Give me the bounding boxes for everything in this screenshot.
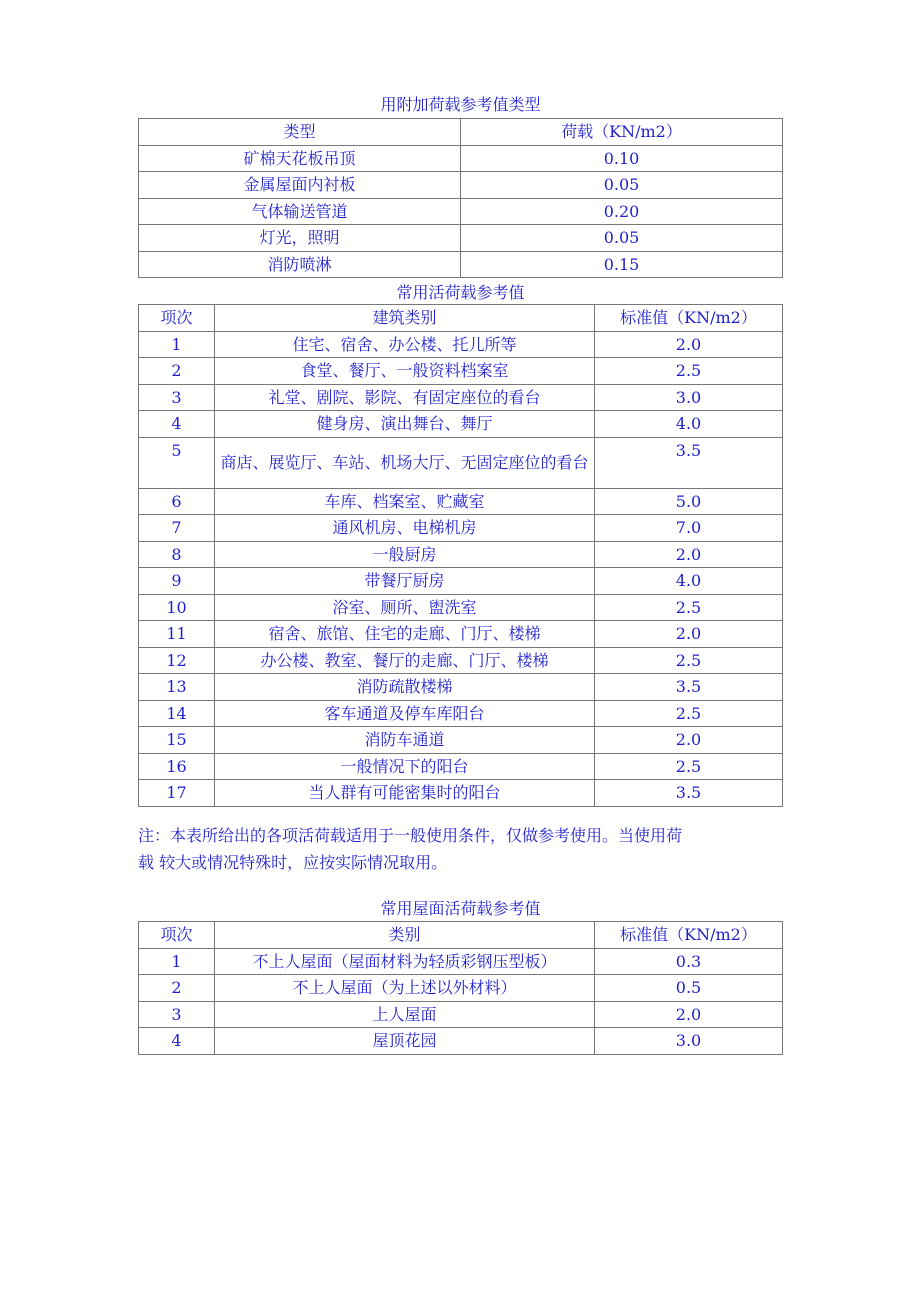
cell: 0.10 — [461, 145, 783, 172]
cell: 6 — [139, 488, 215, 515]
cell: 2.5 — [595, 753, 783, 780]
cell: 3 — [139, 1001, 215, 1028]
cell: 当人群有可能密集时的阳台 — [215, 780, 595, 807]
cell: 带餐厅厨房 — [215, 568, 595, 595]
cell: 类别 — [215, 922, 595, 949]
header-row — [139, 305, 783, 332]
table-row — [139, 727, 783, 754]
table1-title: 用附加荷载参考值类型 — [380, 95, 541, 114]
cell: 3.5 — [595, 780, 783, 807]
cell: 2.5 — [595, 358, 783, 385]
table-row — [139, 975, 783, 1002]
cell: 2.5 — [595, 647, 783, 674]
cell: 13 — [139, 674, 215, 701]
cell: 0.05 — [461, 225, 783, 252]
header-row — [139, 922, 783, 949]
cell: 住宅、宿舍、办公楼、托儿所等 — [215, 331, 595, 358]
cell: 0.20 — [461, 198, 783, 225]
roof-live-load-table — [138, 921, 783, 1055]
table-row — [139, 647, 783, 674]
cell: 消防车通道 — [215, 727, 595, 754]
cell: 宿舍、旅馆、住宅的走廊、门厅、楼梯 — [215, 621, 595, 648]
table-row — [139, 251, 783, 278]
table-row — [139, 358, 783, 385]
cell: 食堂、餐厅、一般资料档案室 — [215, 358, 595, 385]
table-row — [139, 331, 783, 358]
cell: 不上人屋面（为上述以外材料） — [215, 975, 595, 1002]
cell: 5.0 — [595, 488, 783, 515]
cell: 通风机房、电梯机房 — [215, 515, 595, 542]
table-row — [139, 411, 783, 438]
cell: 气体输送管道 — [139, 198, 461, 225]
cell: 类型 — [139, 119, 461, 146]
cell: 12 — [139, 647, 215, 674]
cell: 17 — [139, 780, 215, 807]
cell: 4 — [139, 1028, 215, 1055]
cell: 2 — [139, 358, 215, 385]
cell: 消防喷淋 — [139, 251, 461, 278]
cell: 8 — [139, 541, 215, 568]
cell: 5 — [139, 437, 215, 488]
cell: 0.3 — [595, 948, 783, 975]
table-row — [139, 568, 783, 595]
cell: 3.0 — [595, 1028, 783, 1055]
cell: 建筑类别 — [215, 305, 595, 332]
cell: 3.0 — [595, 384, 783, 411]
note-line-1: 注：本表所给出的各项活荷载适用于一般使用条件，仅做参考使用。当使用荷 — [138, 826, 683, 845]
cell: 11 — [139, 621, 215, 648]
cell: 2.0 — [595, 541, 783, 568]
cell: 4.0 — [595, 411, 783, 438]
table-row — [139, 541, 783, 568]
header-row — [139, 119, 783, 146]
table-row — [139, 198, 783, 225]
cell: 消防疏散楼梯 — [215, 674, 595, 701]
cell: 3.5 — [595, 674, 783, 701]
table-row — [139, 384, 783, 411]
cell: 项次 — [139, 922, 215, 949]
cell: 7.0 — [595, 515, 783, 542]
cell: 灯光，照明 — [139, 225, 461, 252]
cell: 不上人屋面（屋面材料为轻质彩钢压型板） — [215, 948, 595, 975]
cell: 7 — [139, 515, 215, 542]
cell: 0.5 — [595, 975, 783, 1002]
table-row — [139, 437, 783, 488]
table-row — [139, 780, 783, 807]
cell: 金属屋面内衬板 — [139, 172, 461, 199]
table-row — [139, 1001, 783, 1028]
table-row — [139, 172, 783, 199]
cell: 14 — [139, 700, 215, 727]
cell: 标准值（KN/m2） — [595, 922, 783, 949]
cell: 办公楼、教室、餐厅的走廊、门厅、楼梯 — [215, 647, 595, 674]
cell: 3 — [139, 384, 215, 411]
cell: 4 — [139, 411, 215, 438]
table2-title: 常用活荷载参考值 — [396, 283, 525, 302]
cell: 16 — [139, 753, 215, 780]
table3-title: 常用屋面活荷载参考值 — [380, 899, 541, 918]
cell: 商店、展览厅、车站、机场大厅、无固定座位的看台 — [215, 437, 595, 488]
live-load-table — [138, 304, 783, 807]
table-row — [139, 621, 783, 648]
cell: 2.5 — [595, 700, 783, 727]
cell: 2.0 — [595, 621, 783, 648]
table-row — [139, 515, 783, 542]
table-row — [139, 753, 783, 780]
cell: 客车通道及停车库阳台 — [215, 700, 595, 727]
cell: 标准值（KN/m2） — [595, 305, 783, 332]
cell: 2.0 — [595, 727, 783, 754]
cell: 2.0 — [595, 1001, 783, 1028]
cell: 车库、档案室、贮藏室 — [215, 488, 595, 515]
table-row — [139, 1028, 783, 1055]
cell: 4.0 — [595, 568, 783, 595]
cell: 一般厨房 — [215, 541, 595, 568]
cell: 0.15 — [461, 251, 783, 278]
cell: 1 — [139, 331, 215, 358]
cell: 1 — [139, 948, 215, 975]
cell: 荷载（KN/m2） — [461, 119, 783, 146]
note — [138, 822, 788, 876]
cell: 2.0 — [595, 331, 783, 358]
table-row — [139, 594, 783, 621]
cell: 礼堂、剧院、影院、有固定座位的看台 — [215, 384, 595, 411]
cell: 健身房、演出舞台、舞厅 — [215, 411, 595, 438]
table-row — [139, 225, 783, 252]
cell: 10 — [139, 594, 215, 621]
cell: 3.5 — [595, 437, 783, 488]
cell: 矿棉天花板吊顶 — [139, 145, 461, 172]
additional-load-table — [138, 118, 783, 278]
cell: 浴室、厕所、盥洗室 — [215, 594, 595, 621]
table-row — [139, 948, 783, 975]
table-row — [139, 145, 783, 172]
cell: 9 — [139, 568, 215, 595]
cell: 屋顶花园 — [215, 1028, 595, 1055]
cell: 一般情况下的阳台 — [215, 753, 595, 780]
note-line-2: 载 较大或情况特殊时，应按实际情况取用。 — [138, 853, 448, 872]
cell: 上人屋面 — [215, 1001, 595, 1028]
table-row — [139, 674, 783, 701]
cell: 2 — [139, 975, 215, 1002]
cell: 2.5 — [595, 594, 783, 621]
cell: 项次 — [139, 305, 215, 332]
cell: 0.05 — [461, 172, 783, 199]
table-row — [139, 488, 783, 515]
cell: 15 — [139, 727, 215, 754]
table-row — [139, 700, 783, 727]
